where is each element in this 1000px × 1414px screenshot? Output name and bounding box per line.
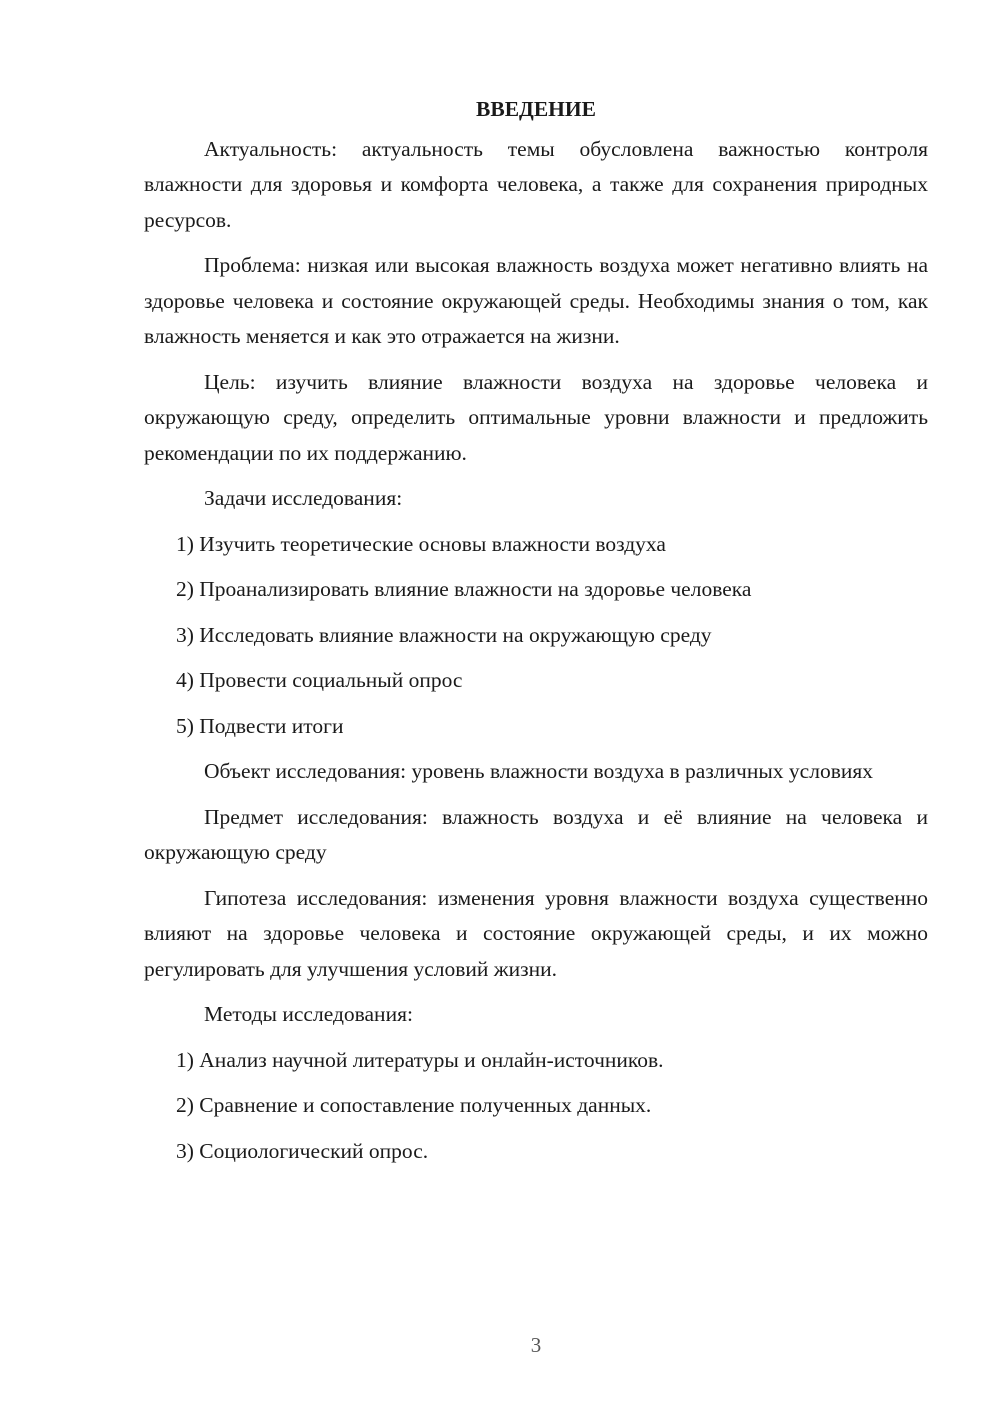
- tasks-heading: Задачи исследования:: [204, 486, 403, 510]
- methods-list: [144, 1043, 928, 1170]
- paragraph-relevance: Актуальность: актуальность темы обусловлена важностью контроля влажности для здоровья и комфорта человека, а также для сохранения природных ресурсов.: [144, 136, 928, 232]
- paragraph-problem: Проблема: низкая или высокая влажность воздуха может негативно влиять на здоровье человека и состояние окружающей среды. Необходимы знания о том, как влажность меняется и как это отражается на жизни.: [144, 253, 928, 348]
- tasks-list: [144, 527, 928, 745]
- list-item: 1) Изучить теоретические основы влажности воздуха: [176, 531, 666, 556]
- paragraph-object: Объект исследования: уровень влажности воздуха в различных условиях: [204, 759, 873, 783]
- list-item: 5) Подвести итоги: [176, 713, 344, 738]
- methods-heading: Методы исследования:: [204, 1002, 413, 1026]
- document-page: [144, 92, 928, 1179]
- page-title: ВВЕДЕНИЕ: [476, 97, 596, 121]
- page-number: 3: [530, 1333, 542, 1357]
- list-item: 1) Анализ научной литературы и онлайн-источников.: [176, 1047, 664, 1072]
- paragraph-hypothesis: Гипотеза исследования: изменения уровня влажности воздуха существенно влияют на здоровье человека и состояние окружающей среды, и их можно регулировать для улучшения условий жизни.: [144, 885, 928, 981]
- list-item: 2) Проанализировать влияние влажности на здоровье человека: [176, 577, 752, 601]
- paragraph-subject: Предмет исследования: влажность воздуха и её влияние на человека и окружающую среду: [144, 804, 928, 864]
- paragraph-goal: Цель: изучить влияние влажности воздуха на здоровье человека и окружающую среду, определить оптимальные уровни влажности и предложить рекомендации по их поддержанию.: [144, 369, 928, 465]
- list-item: 2) Сравнение и сопоставление полученных данных.: [176, 1093, 652, 1117]
- list-item: 3) Социологический опрос.: [176, 1138, 429, 1163]
- list-item: 3) Исследовать влияние влажности на окружающую среду: [176, 622, 712, 647]
- list-item: 4) Провести социальный опрос: [176, 668, 463, 692]
